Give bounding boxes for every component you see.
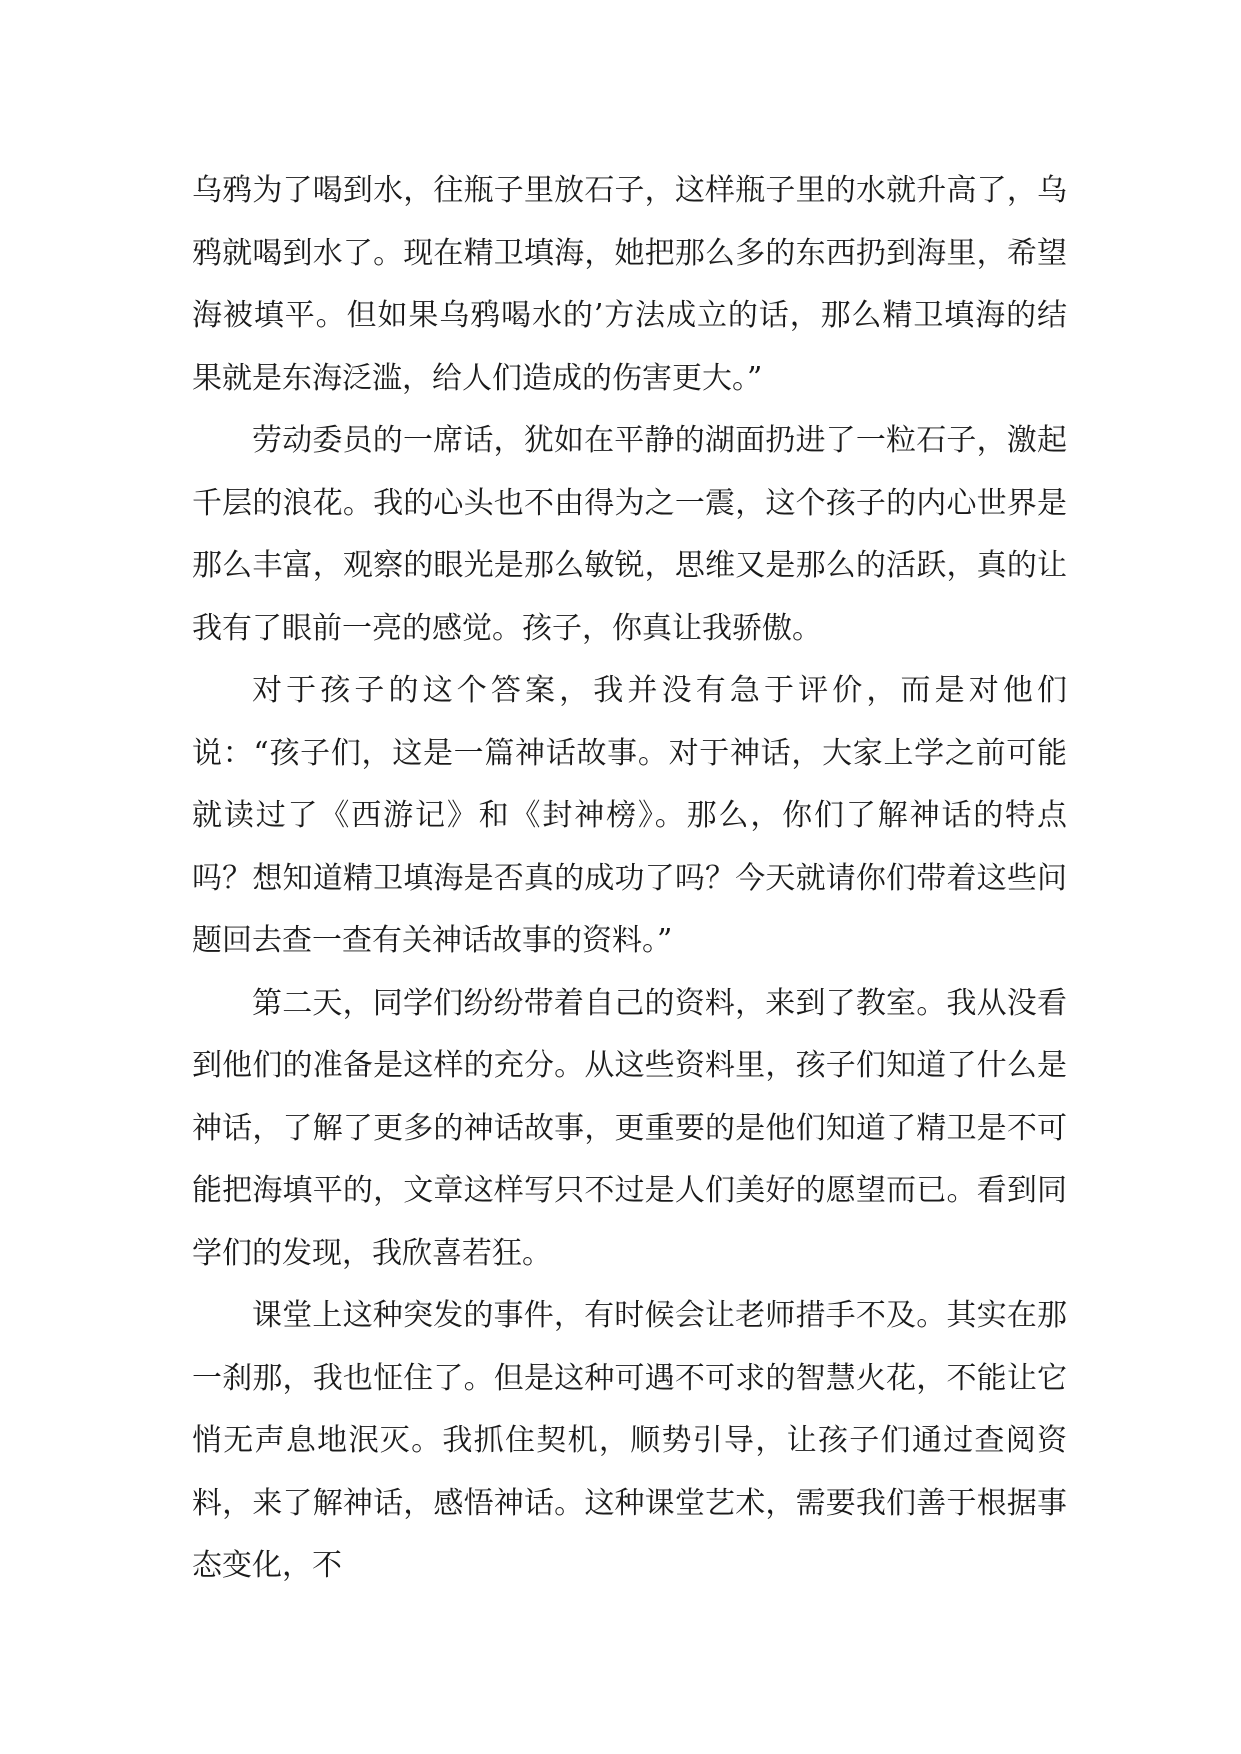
body-text xyxy=(192,160,1067,1598)
paragraph-3: 对于孩子的这个答案，我并没有急于评价，而是对他们说：“孩子们，这是一篇神话故事。对于神话，大家上学之前可能就读过了《西游记》和《封神榜》。那么，你们了解神话的特点吗？想知道精卫填海是否真的成功了吗？今天就请你们带着这些问题回去查一查有关神话故事的资料。” xyxy=(192,673,1067,958)
paragraph-4: 第二天，同学们纷纷带着自己的资料，来到了教室。我从没看到他们的准备是这样的充分。从这些资料里，孩子们知道了什么是神话，了解了更多的神话故事，更重要的是他们知道了精卫是不可能把海填平的，文章这样写只不过是人们美好的愿望而已。看到同学们的发现，我欣喜若狂。 xyxy=(192,985,1067,1271)
paragraph-1: 乌鸦为了喝到水，往瓶子里放石子，这样瓶子里的水就升高了，乌鸦就喝到水了。现在精卫填海，她把那么多的东西扔到海里，希望海被填平。但如果乌鸦喝水的’方法成立的话，那么精卫填海的结果就是东海泛滥，给人们造成的伤害更大。” xyxy=(192,173,1067,396)
paragraph-5: 课堂上这种突发的事件，有时候会让老师措手不及。其实在那一刹那，我也怔住了。但是这种可遇不可求的智慧火花，不能让它悄无声息地泯灭。我抓住契机，顺势引导，让孩子们通过查阅资料，来了解神话，感悟神话。这种课堂艺术，需要我们善于根据事态变化，不 xyxy=(192,1298,1067,1583)
paragraph-2: 劳动委员的一席话，犹如在平静的湖面扔进了一粒石子，激起千层的浪花。我的心头也不由得为之一震，这个孩子的内心世界是那么丰富，观察的眼光是那么敏锐，思维又是那么的活跃，真的让我有了眼前一亮的感觉。孩子，你真让我骄傲。 xyxy=(192,423,1067,646)
